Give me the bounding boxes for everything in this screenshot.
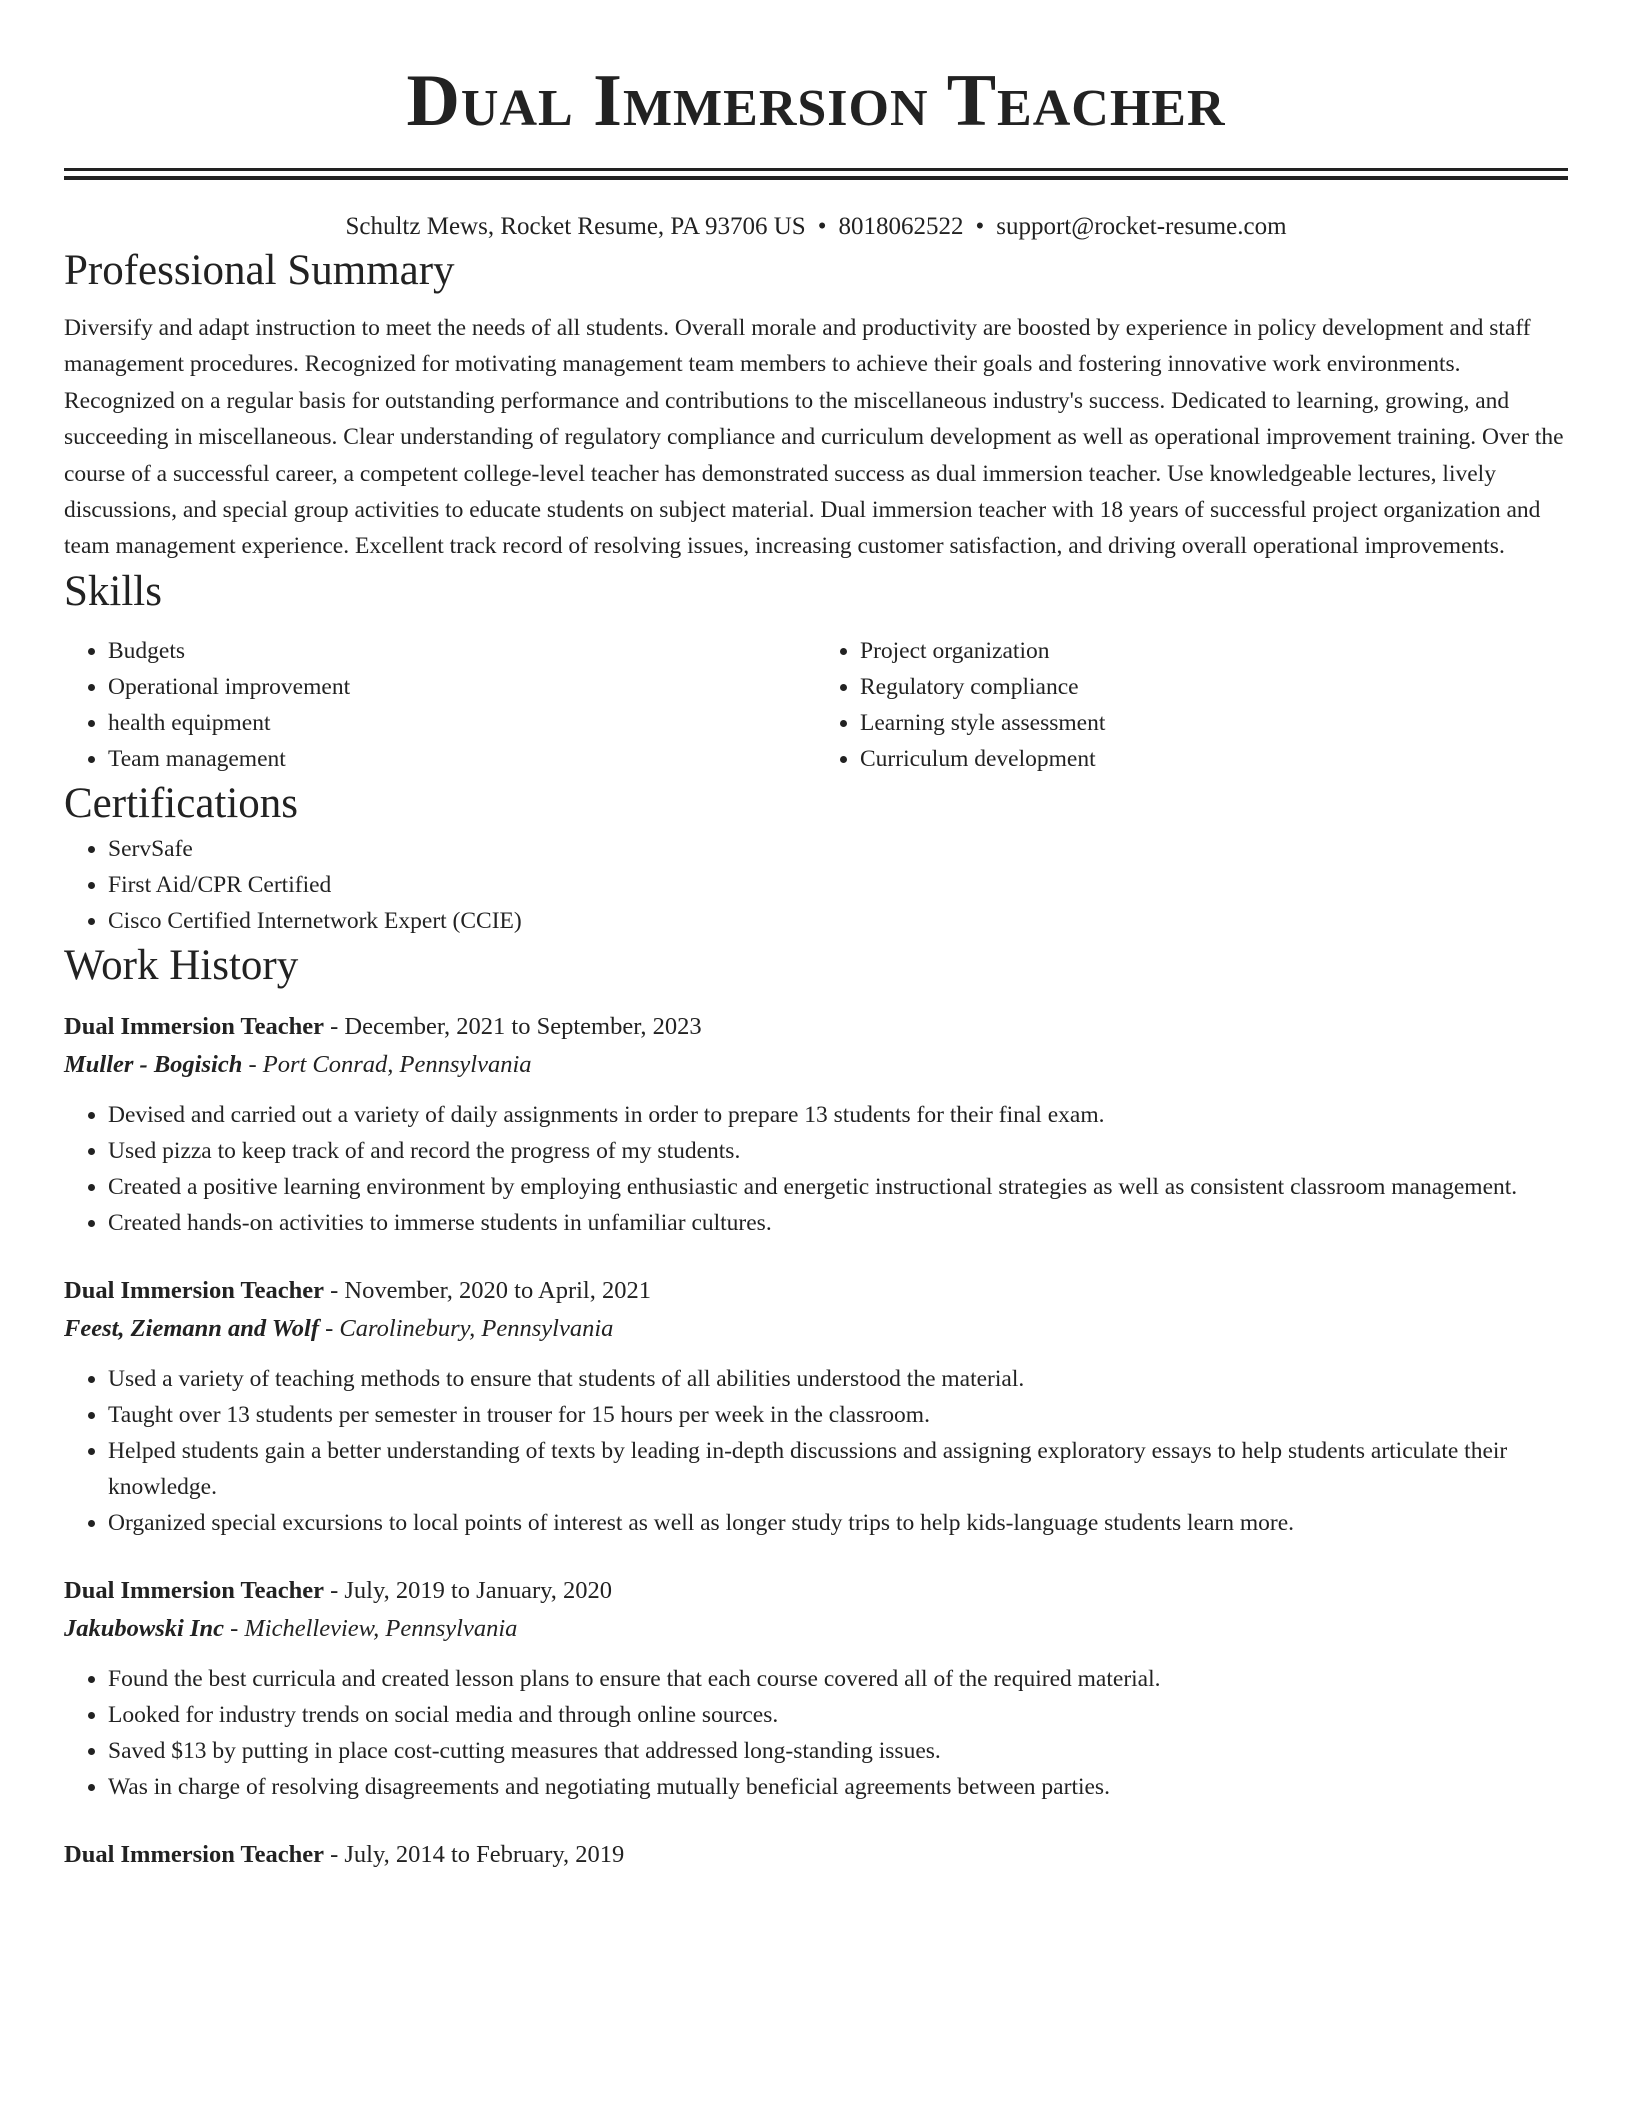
section-heading-skills: Skills — [64, 567, 162, 615]
job-title-line — [64, 1273, 1568, 1309]
contact-address: Schultz Mews, Rocket Resume, PA 93706 US — [345, 213, 806, 240]
job-title: Dual Immersion Teacher — [64, 1276, 324, 1304]
job-company-line — [64, 1611, 1568, 1647]
job-duty: • Used pizza to keep track of and record the progress of my students. — [108, 1133, 1568, 1169]
job-duty: • Saved $13 by putting in place cost-cutting measures that addressed long-standing issues. — [108, 1733, 1568, 1769]
job-location: - Port Conrad, Pennsylvania — [242, 1050, 532, 1078]
job-dates: - July, 2019 to January, 2020 — [323, 1576, 613, 1604]
job-company-line — [64, 1311, 1568, 1347]
skill-item: • Project organization — [860, 633, 1568, 669]
job-duty: • Found the best curricula and created lesson plans to ensure that each course covered all of the required material. — [108, 1661, 1568, 1697]
section-heading-summary: Professional Summary — [64, 247, 455, 294]
job-dates: - December, 2021 to September, 2023 — [323, 1012, 702, 1040]
contact-phone: 8018062522 — [838, 213, 964, 240]
certification-item: • First Aid/CPR Certified — [108, 867, 1568, 903]
job-title: Dual Immersion Teacher — [64, 1576, 324, 1604]
contact-email: support@rocket-resume.com — [996, 213, 1287, 240]
certification-item: • ServSafe — [108, 831, 1568, 867]
skill-item: • health equipment — [108, 705, 816, 741]
skills-columns — [64, 633, 1568, 777]
certification-item: • Cisco Certified Internetwork Expert (CCIE) — [108, 903, 1568, 939]
title-divider-thin — [64, 168, 1568, 171]
job-entry — [64, 1009, 1568, 1241]
job-entry — [64, 1837, 1568, 1873]
job-duty: • Used a variety of teaching methods to ensure that students of all abilities understood the material. — [108, 1361, 1568, 1397]
skill-item: • Operational improvement — [108, 669, 816, 705]
job-location: - Michelleview, Pennsylvania — [223, 1614, 518, 1642]
job-duties-list — [64, 1661, 1568, 1805]
job-duties-list — [64, 1361, 1568, 1541]
resume-title: Dual Immersion Teacher — [406, 60, 1226, 142]
job-duty: • Helped students gain a better understanding of texts by leading in-depth discussions and assigning exploratory essays to help students articulate their knowledge. — [108, 1433, 1568, 1505]
job-dates: - November, 2020 to April, 2021 — [323, 1276, 651, 1304]
job-dates: - July, 2014 to February, 2019 — [323, 1840, 625, 1868]
skill-item: • Regulatory compliance — [860, 669, 1568, 705]
skill-item: • Budgets — [108, 633, 816, 669]
job-title: Dual Immersion Teacher — [64, 1012, 324, 1040]
skills-list-right — [816, 633, 1568, 777]
section-heading-certifications: Certifications — [64, 779, 299, 827]
job-duty: • Looked for industry trends on social media and through online sources. — [108, 1697, 1568, 1733]
skill-item: • Curriculum development — [860, 741, 1568, 777]
skill-item: • Team management — [108, 741, 816, 777]
certifications-list — [64, 831, 1568, 939]
resume-page — [64, 0, 1568, 1873]
job-title-line — [64, 1837, 1568, 1873]
contact-separator: • — [817, 213, 827, 240]
skill-item: • Learning style assessment — [860, 705, 1568, 741]
job-company: Muller - Bogisich — [64, 1050, 243, 1078]
job-duty: • Taught over 13 students per semester in trouser for 15 hours per week in the classroom. — [108, 1397, 1568, 1433]
job-company-line — [64, 1047, 1568, 1083]
job-entry — [64, 1273, 1568, 1541]
job-duty: • Created hands-on activities to immerse students in unfamiliar cultures. — [108, 1205, 1568, 1241]
contact-separator: • — [975, 213, 985, 240]
contact-line — [64, 210, 1568, 244]
title-divider-thick — [64, 176, 1568, 180]
job-duty: • Created a positive learning environment by employing enthusiastic and energetic instructional strategies as well as consistent classroom management. — [108, 1169, 1568, 1205]
job-duty: • Organized special excursions to local points of interest as well as longer study trips to help kids-language students learn more. — [108, 1505, 1568, 1541]
job-title: Dual Immersion Teacher — [64, 1840, 324, 1868]
job-title-line — [64, 1573, 1568, 1609]
job-entry — [64, 1573, 1568, 1805]
job-duties-list — [64, 1097, 1568, 1241]
section-heading-work-history: Work History — [64, 941, 299, 989]
job-company: Feest, Ziemann and Wolf — [64, 1314, 320, 1342]
job-title-line — [64, 1009, 1568, 1045]
summary-text: Diversify and adapt instruction to meet the needs of all students. Overall morale and productivity are boosted by experience in policy development and staff management procedures. Recognized for motivating management team members to achieve their goals and fostering innovative work environments. Recognized on a regular basis for outstanding performance and contributions to the miscellaneous industry's success. Dedicated to learning, growing, and succeeding in miscellaneous. Clear understanding of regulatory compliance and curriculum development as well as operational improvement training. Over the course of a successful career, a competent college-level teacher has demonstrated success as dual immersion teacher. Use knowledgeable lectures, lively discussions, and special group activities to educate students on subject material. Dual immersion teacher with 18 years of successful project organization and team management experience. Excellent track record of resolving issues, increasing customer satisfaction, and driving overall operational improvements. — [64, 315, 1564, 560]
skills-list-left — [64, 633, 816, 777]
job-duty: • Was in charge of resolving disagreements and negotiating mutually beneficial agreements between parties. — [108, 1769, 1568, 1805]
job-location: - Carolinebury, Pennsylvania — [319, 1314, 614, 1342]
job-duty: • Devised and carried out a variety of daily assignments in order to prepare 13 students for their final exam. — [108, 1097, 1568, 1133]
job-company: Jakubowski Inc — [64, 1614, 224, 1642]
